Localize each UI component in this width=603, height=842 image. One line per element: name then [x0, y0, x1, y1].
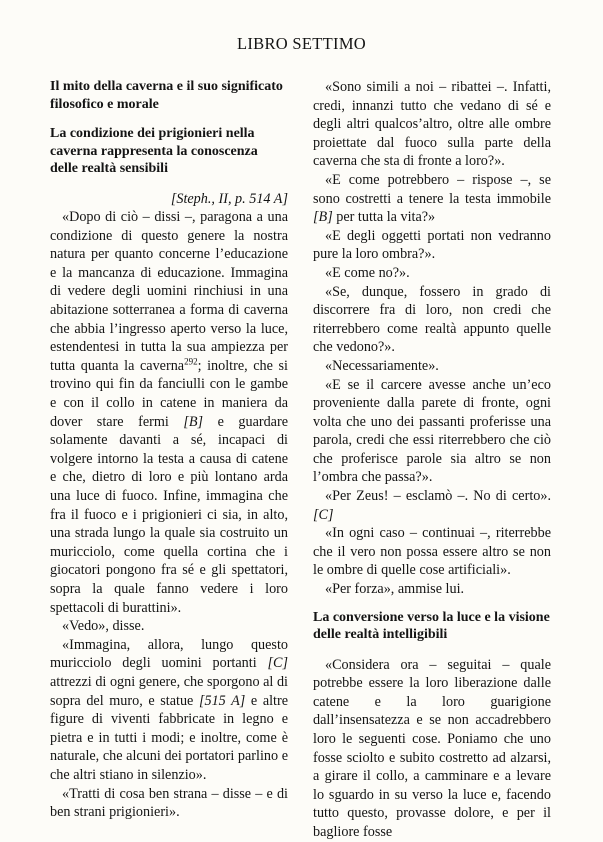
- paragraph: «E degli oggetti portati non vedranno pure la loro ombra?».: [313, 227, 551, 263]
- text-run: attrezzi di ogni genere, che sporgono al di sopra del muro, e statue: [50, 673, 288, 709]
- paragraph: «Vedo», disse.: [62, 618, 145, 635]
- section-heading-cave-myth: Il mito della caverna e il suo significato filosofico e morale: [50, 79, 283, 112]
- text-run: e guardare solamente davanti a sé, incapaci di volgere intorno la testa a causa di catene e che, dietro di loro e più lontano arda una luce di fuoco. Infine, immagina che fra il fuoco e i prigionieri ci sia, in alto, una strada lungo la quale sia costruito un muricciolo, come quella cortina che i giocatori pongono fra sé e gli spettatori, sopra la quale fanno vedere i loro spettacoli di burattini».: [50, 413, 288, 616]
- text-run: «E come potrebbero – rispose –, se sono costretti a tenere la testa immobile: [313, 171, 551, 207]
- paragraph: «In ogni caso – continuai –, riterrebbe che il vero non possa essere altro se non le ombre di quelle cose artificiali».: [313, 525, 551, 579]
- left-column: [50, 78, 288, 822]
- paragraph: «Necessariamente».: [325, 357, 439, 374]
- text-run: e altre figure di viventi fabbricate in legno e pietra e in tutti i modi; e inoltre, come è naturale, che alcuni dei portatori parlino e che altri stiano in silenzio».: [50, 692, 289, 783]
- text-run: «Per Zeus! – esclamò –. No di certo».: [325, 488, 551, 505]
- paragraph: [50, 208, 288, 617]
- subsection-heading-prisoners: La condizione dei prigionieri nella caverna rappresenta la conoscenza delle realtà sensibili: [50, 126, 258, 176]
- footnote-marker: 292: [184, 356, 198, 367]
- text-run: «Dopo di ciò – dissi –, paragona a una condizione di questo genere la nostra natura per quanto concerne l’educazione e la mancanza di educazione. Immagina di vedere degli uomini rinchiusi in una abitazione sotterranea a forma di caverna che abbia l’ingresso aperto verso la luce, estendentesi in tutta la sua ampiezza per tutta quanta la caverna: [50, 209, 288, 374]
- paragraph: «E se il carcere avesse anche un’eco proveniente dalla parete di fronte, ogni volta che uno dei passanti proferisse una parola, credi che essi riterrebbero che ciò che proferisce parole sia altro se non l’ombra che passa?».: [313, 376, 551, 486]
- stephanus-marker: [C]: [313, 506, 334, 523]
- paragraph: «Considera ora – seguitai – quale potrebbe essere la loro liberazione dalle catene e la loro guarigione dall’insensatezza e se non accadrebbero loro le seguenti cose. Poniamo che uno fosse sciolto e subito costretto ad alzarsi, a girare il collo, a camminare e a levare lo sguardo in su verso la luce e, facendo tutto questo, provasse dolore, e per il bagliore fosse: [313, 656, 551, 840]
- text-run: ; inoltre, che si trovino qui fin da fanciulli con le gambe e con il collo in catene in maniera da dover stare fermi: [50, 357, 288, 430]
- running-title: LIBRO SETTIMO: [236, 34, 367, 53]
- subsection-heading-conversion: La conversione verso la luce e la visione delle realtà intelligibili: [313, 609, 550, 643]
- stephanus-marker: [C]: [267, 655, 288, 672]
- paragraph: «E come no?».: [325, 264, 410, 281]
- paragraph: «Per forza», ammise lui.: [325, 581, 465, 598]
- text-run: «Immagina, allora, lungo questo muricciolo degli uomini portanti: [50, 636, 288, 672]
- paragraph: «Sono simili a noi – ribattei –. Infatti, credi, innanzi tutto che vedano di sé e degli altri qualcos’altro, oltre alle ombre proiettate dal fuoco sulla parte della caverna che sta di fronte a loro?».: [313, 79, 551, 170]
- text-run: per tutta la vita?»: [332, 209, 436, 226]
- paragraph: [313, 171, 551, 227]
- paragraph: «Se, dunque, fossero in grado di discorrere fra di loro, non credi che riterrebbero come realtà appunto quelle che vedono?».: [313, 283, 551, 356]
- stephanus-marker: [B]: [313, 209, 333, 226]
- stephanus-reference: [Steph., II, p. 514 A]: [170, 190, 288, 207]
- paragraph: [50, 636, 288, 785]
- paragraph: «Tratti di cosa ben strana – disse – e di ben strani prigionieri».: [50, 785, 288, 821]
- paragraph: [313, 487, 551, 524]
- stephanus-marker: [B]: [183, 413, 204, 430]
- stephanus-marker: [515 A]: [198, 692, 246, 709]
- right-column: [313, 78, 551, 842]
